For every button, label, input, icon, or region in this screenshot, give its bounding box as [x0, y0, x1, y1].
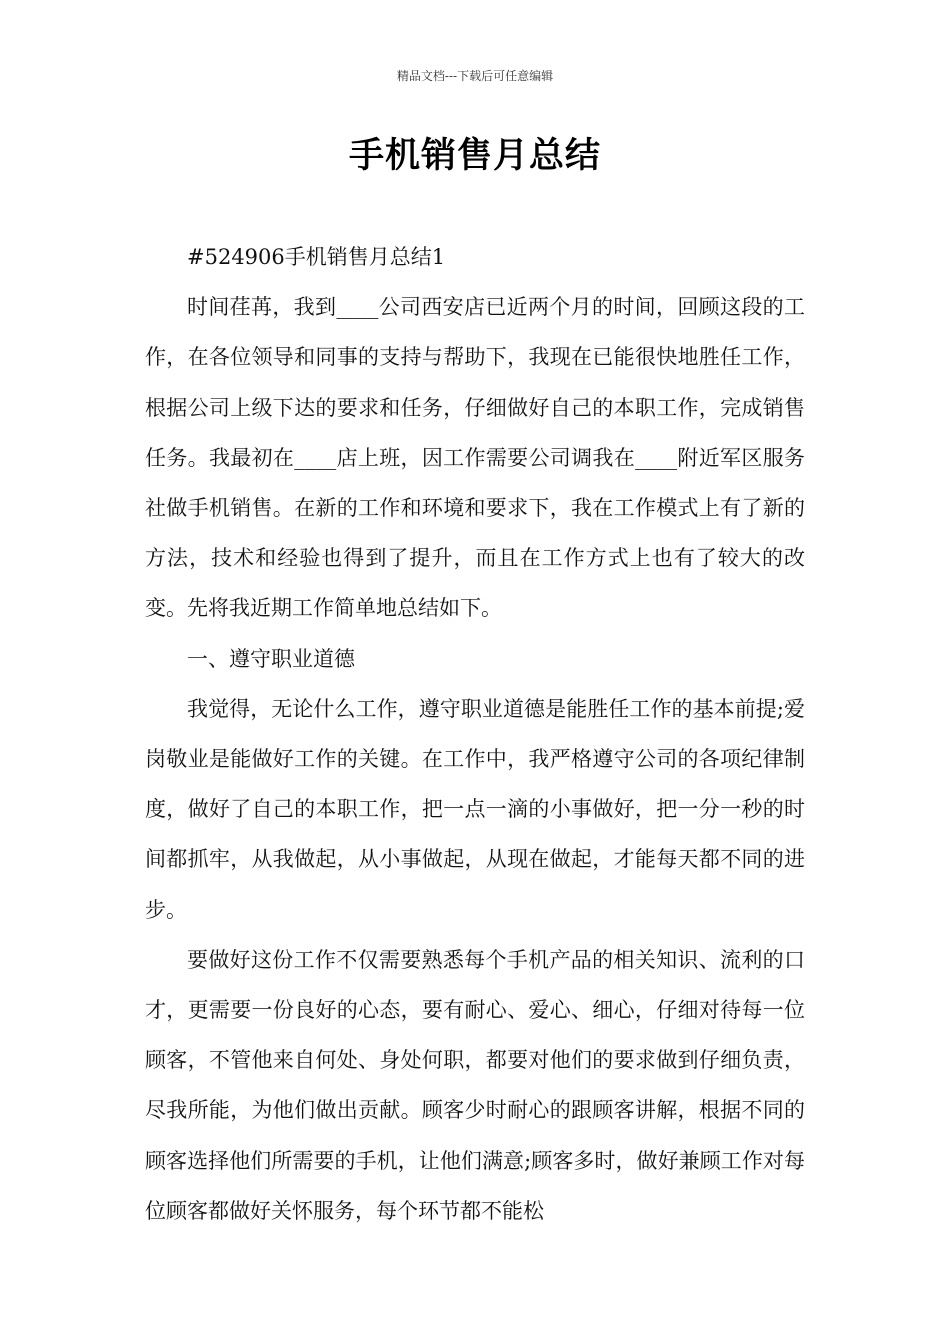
document-title: 手机销售月总结: [348, 135, 601, 176]
page-header: 精品文档---下载后可任意编辑: [396, 69, 554, 83]
paragraph: 时间荏苒，我到____公司西安店已近两个月的时间，回顾这段的工作，在各位领导和同事的支持与帮助下，我现在已能很快地胜任工作，根据公司上级下达的要求和任务，仔细做好自己的本职工作，完成销售任务。我最初在____店上班，因工作需要公司调我在____附近军区服务社做手机销售。在新的工作和环境和要求下，我在工作模式上有了新的方法，技术和经验也得到了提升，而且在工作方式上也有了较大的改变。先将我近期工作简单地总结如下。: [145, 295, 805, 621]
document-subtitle: #524906手机销售月总结1: [187, 245, 446, 269]
paragraph: 我觉得，无论什么工作，遵守职业道德是能胜任工作的基本前提;爱岗敬业是能做好工作的关键。在工作中，我严格遵守公司的各项纪律制度，做好了自己的本职工作，把一点一滴的小事做好，把一分一秒的时间都抓牢，从我做起，从小事做起，从现在做起，才能每天都不同的进步。: [145, 696, 805, 922]
paragraph: 要做好这份工作不仅需要熟悉每个手机产品的相关知识、流利的口才，更需要一份良好的心态，要有耐心、爱心、细心，仔细对待每一位顾客，不管他来自何处、身处何职，都要对他们的要求做到仔细负责，尽我所能，为他们做出贡献。顾客少时耐心的跟顾客讲解，根据不同的顾客选择他们所需要的手机，让他们满意;顾客多时，做好兼顾工作对每位顾客都做好关怀服务，每个环节都不能松: [145, 947, 805, 1223]
section-heading: 一、遵守职业道德: [187, 646, 355, 671]
document-body: [145, 232, 805, 1236]
